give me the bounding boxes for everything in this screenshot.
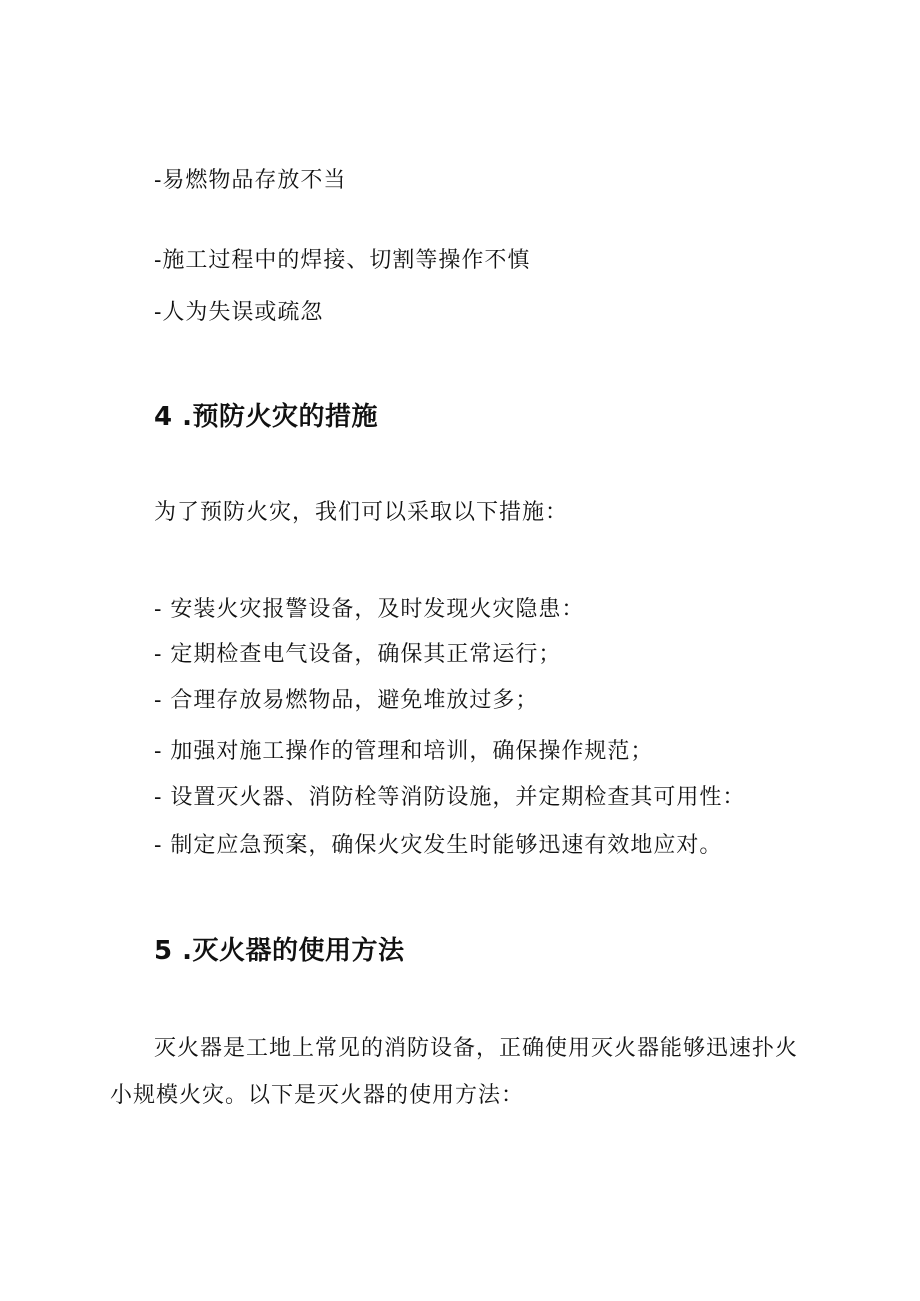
section-heading-4: 4 .预防火灾的措施 xyxy=(154,402,379,432)
section4-intro: 为了预防火灾，我们可以采取以下措施： xyxy=(154,500,569,525)
measure-item: - 合理存放易燃物品，避免堆放过多； xyxy=(154,688,539,713)
measure-item: - 加强对施工操作的管理和培训，确保操作规范； xyxy=(154,739,654,764)
cause-item: -施工过程中的焊接、切割等操作不慎 xyxy=(154,248,531,273)
measure-item: - 定期检查电气设备，确保其正常运行； xyxy=(154,642,562,667)
measure-item: - 制定应急预案，确保火灾发生时能够迅速有效地应对。 xyxy=(154,833,723,858)
section5-paragraph-line: 灭火器是工地上常见的消防设备，正确使用灭火器能够迅速扑火 xyxy=(154,1036,799,1061)
measure-item: - 安装火灾报警设备，及时发现火灾隐患： xyxy=(154,597,585,622)
cause-item: -易燃物品存放不当 xyxy=(154,168,347,193)
measure-item: - 设置灭火器、消防栓等消防设施，并定期检查其可用性： xyxy=(154,785,746,810)
section-heading-5: 5 .灭火器的使用方法 xyxy=(154,936,405,966)
cause-item: -人为失误或疏忽 xyxy=(154,300,324,325)
section5-paragraph-line: 小规模火灾。以下是灭火器的使用方法： xyxy=(110,1083,525,1108)
